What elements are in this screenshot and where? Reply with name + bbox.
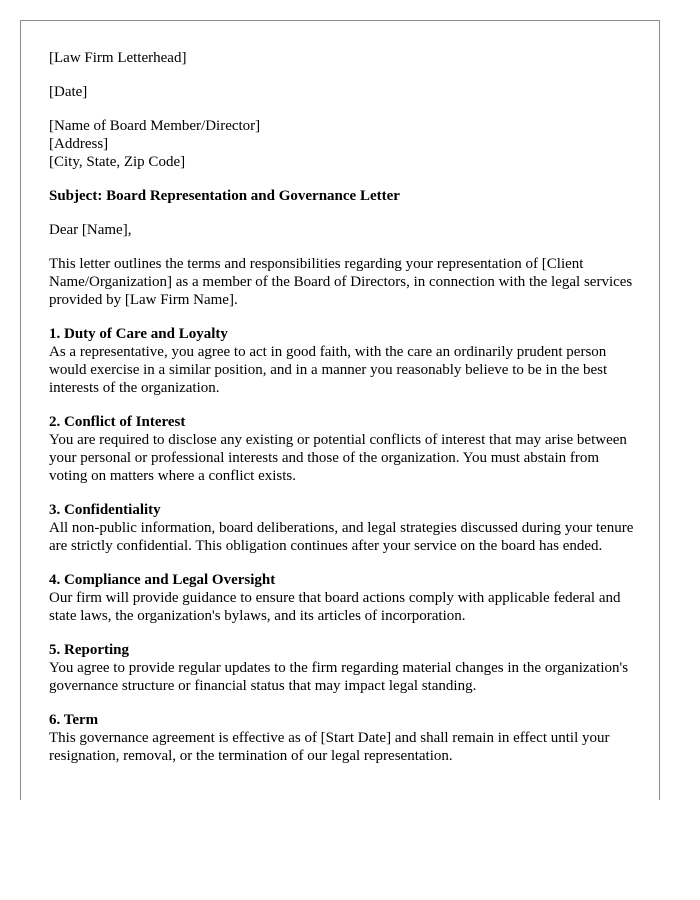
- salutation: Dear [Name],: [49, 222, 132, 238]
- recipient-block: [49, 117, 639, 171]
- recipient-city-state-zip: [City, State, Zip Code]: [49, 154, 186, 170]
- letter-content: [49, 49, 639, 781]
- section-body: All non-public information, board deliberations, and legal strategies discussed during your tenure are strictly confidential. This obligation continues after your service on the board has ended.: [49, 520, 634, 554]
- section-title: 6. Term: [49, 712, 99, 728]
- recipient-address: [Address]: [49, 136, 109, 152]
- subject-line: Subject: Board Representation and Governance Letter: [49, 188, 400, 204]
- section-title: 3. Confidentiality: [49, 502, 161, 518]
- section-body: Our firm will provide guidance to ensure that board actions comply with applicable federal and state laws, the organization's bylaws, and its articles of incorporation.: [49, 590, 621, 624]
- section-compliance: [49, 571, 639, 625]
- section-confidentiality: [49, 501, 639, 555]
- recipient-name: [Name of Board Member/Director]: [49, 118, 261, 134]
- section-reporting: [49, 641, 639, 695]
- section-body: You are required to disclose any existing or potential conflicts of interest that may arise between your personal or professional interests and those of the organization. You must abstain from voting on matters where a conflict exists.: [49, 432, 627, 484]
- letter-date: [Date]: [49, 84, 88, 100]
- section-term: [49, 711, 639, 765]
- section-title: 5. Reporting: [49, 642, 129, 658]
- section-title: 2. Conflict of Interest: [49, 414, 186, 430]
- section-body: This governance agreement is effective as of [Start Date] and shall remain in effect until your resignation, removal, or the termination of our legal representation.: [49, 730, 610, 764]
- section-duty-of-care: [49, 325, 639, 397]
- intro-paragraph: This letter outlines the terms and responsibilities regarding your representation of [Client Name/Organization] as a member of the Board of Directors, in connection with the legal services provided by [Law Firm Name].: [49, 256, 633, 308]
- letter-page: [20, 20, 660, 800]
- section-conflict-of-interest: [49, 413, 639, 485]
- section-body: As a representative, you agree to act in good faith, with the care an ordinarily prudent person would exercise in a similar position, and in a manner you reasonably believe to be in the best interests of the organization.: [49, 344, 608, 396]
- section-title: 4. Compliance and Legal Oversight: [49, 572, 276, 588]
- section-title: 1. Duty of Care and Loyalty: [49, 326, 228, 342]
- letterhead: [Law Firm Letterhead]: [49, 50, 187, 66]
- section-body: You agree to provide regular updates to the firm regarding material changes in the organization's governance structure or financial status that may impact legal standing.: [49, 660, 629, 694]
